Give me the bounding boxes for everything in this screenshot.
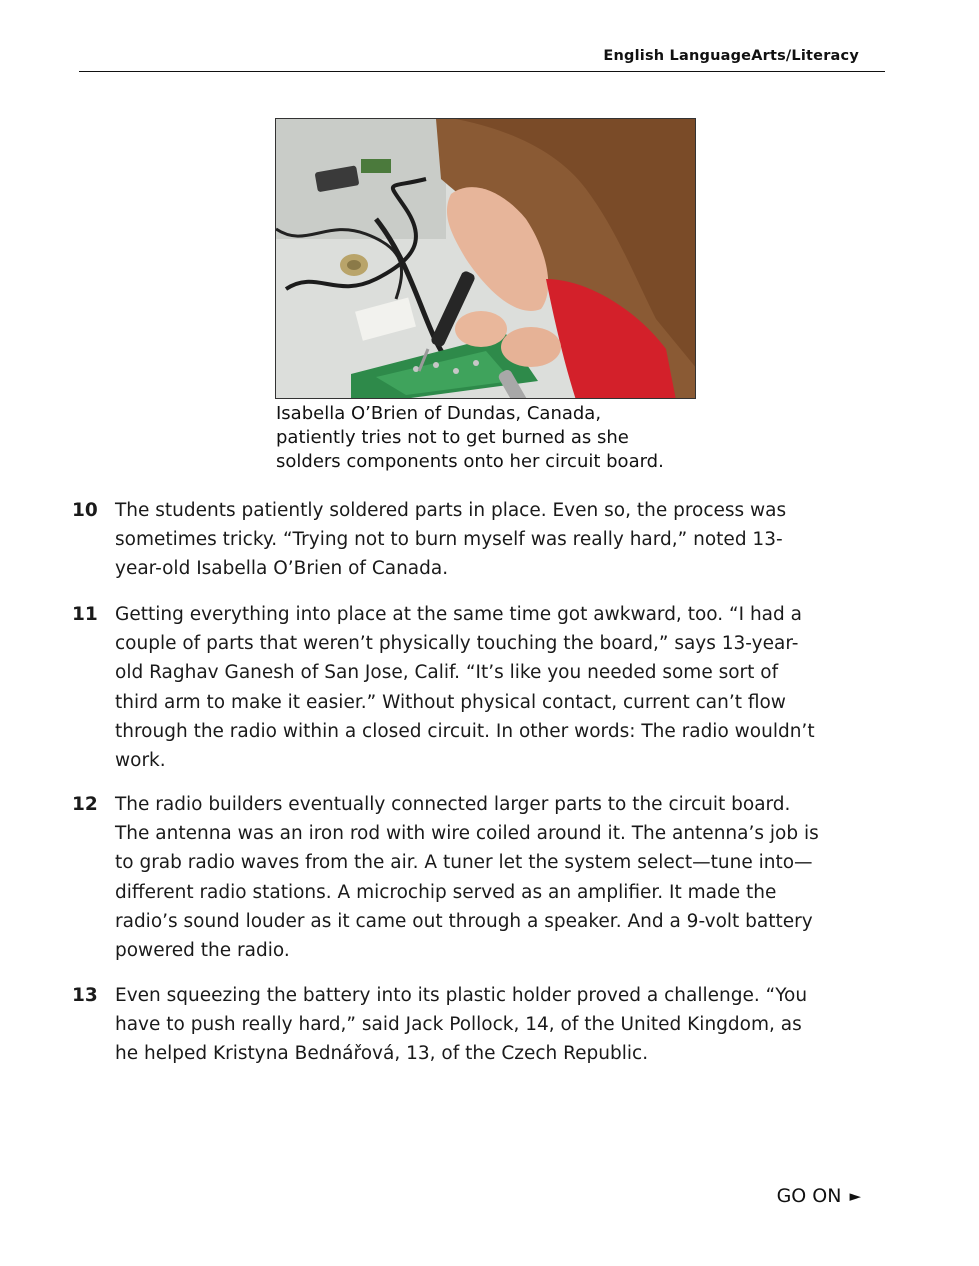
text-line: couple of parts that weren’t physically touching the board,” says 13-year- (115, 633, 799, 655)
text-line: different radio stations. A microchip served as an amplifier. It made the (115, 881, 777, 903)
text-line: have to push really hard,” said Jack Pollock, 14, of the United Kingdom, as (115, 1014, 802, 1036)
caption-line: patiently tries not to get burned as she (276, 427, 629, 448)
go-on-indicator (777, 1185, 861, 1207)
text-line: work. (115, 750, 166, 772)
text-line: third arm to make it easier.” Without physical contact, current can’t flow (115, 691, 786, 713)
caption-line: solders components onto her circuit board. (276, 451, 664, 472)
photo-caption (276, 402, 716, 474)
text-line: he helped Kristyna Bednářová, 13, of the Czech Republic. (115, 1043, 649, 1065)
right-arrow-icon: ► (849, 1187, 861, 1205)
subject-header: English LanguageArts/Literacy (603, 48, 859, 64)
go-on-label: GO ON (776, 1185, 842, 1207)
text-line: old Raghav Ganesh of San Jose, Calif. “It’s like you needed some sort of (115, 662, 779, 684)
text-line: radio’s sound louder as it came out through a speaker. And a 9-volt battery (115, 910, 813, 932)
paragraph-text (115, 981, 807, 1069)
text-line: year-old Isabella O’Brien of Canada. (115, 558, 449, 580)
header-rule (79, 71, 885, 72)
text-line: to grab radio waves from the air. A tuner let the system select—tune into— (115, 852, 813, 874)
text-line: The antenna was an iron rod with wire coiled around it. The antenna’s job is (115, 823, 819, 845)
paragraph-number: 12 (72, 794, 98, 815)
text-line: The radio builders eventually connected larger parts to the circuit board. (115, 794, 791, 815)
paragraph-text (115, 790, 819, 965)
text-line: through the radio within a closed circuit. In other words: The radio wouldn’t (115, 720, 815, 742)
paragraph-number: 13 (72, 985, 98, 1006)
text-line: Getting everything into place at the same time got awkward, too. “I had a (115, 604, 802, 625)
paragraph-number: 11 (72, 604, 98, 625)
paragraph-number: 10 (72, 500, 98, 521)
student-soldering-photo (275, 118, 696, 399)
text-line: The students patiently soldered parts in place. Even so, the process was (115, 500, 787, 521)
paragraph-text (115, 600, 815, 775)
paragraph-text (115, 496, 786, 584)
text-line: sometimes tricky. “Trying not to burn myself was really hard,” noted 13- (115, 529, 783, 551)
text-line: powered the radio. (115, 940, 290, 962)
caption-line: Isabella O’Brien of Dundas, Canada, (276, 403, 602, 424)
text-line: Even squeezing the battery into its plastic holder proved a challenge. “You (115, 985, 808, 1006)
